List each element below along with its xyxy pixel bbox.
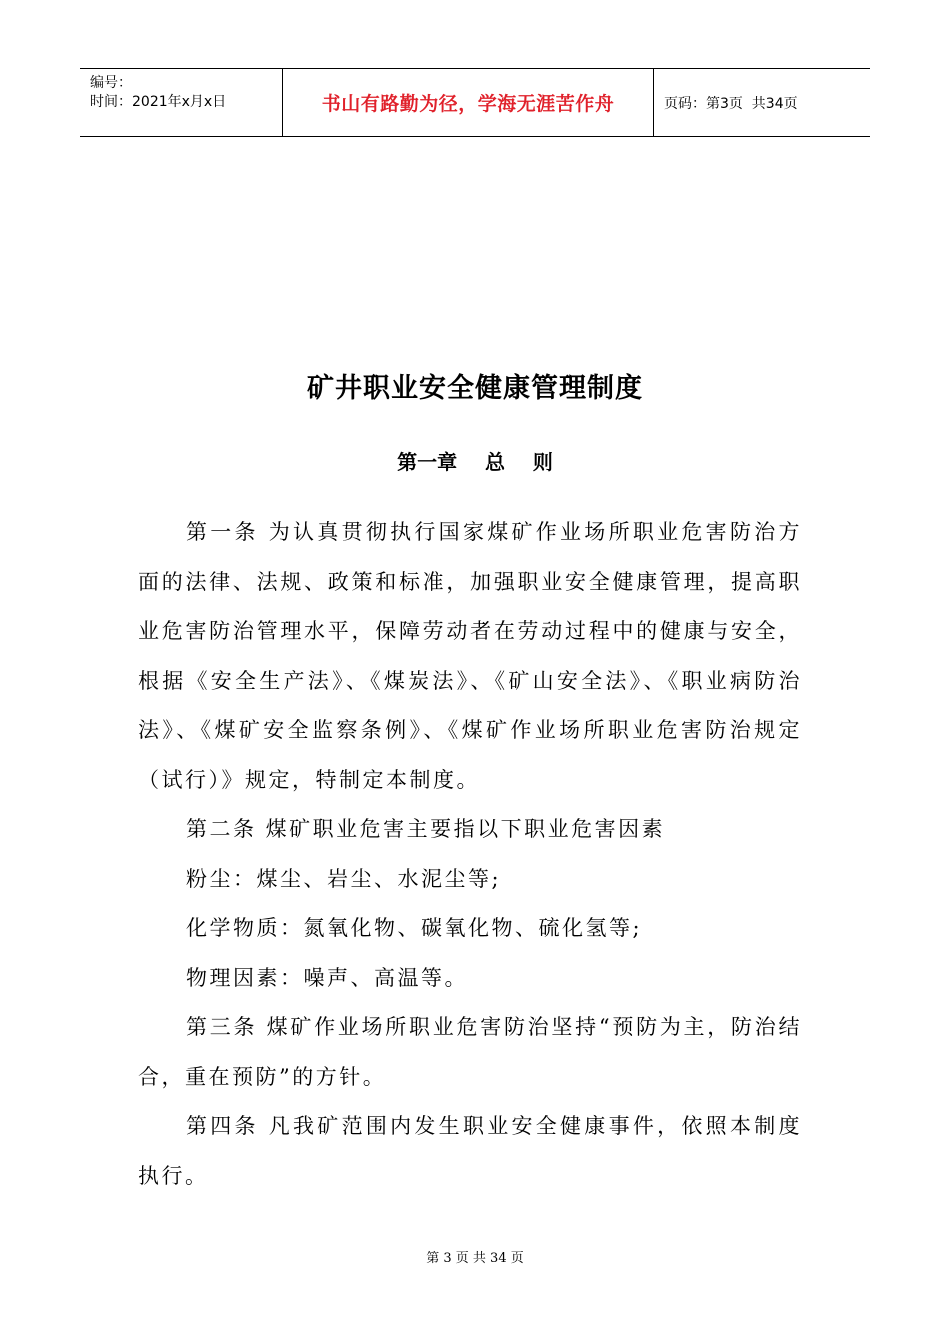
hazard-physical-item: 物理因素：噪声、高温等。 xyxy=(186,965,468,990)
page-header xyxy=(80,68,870,137)
header-page-info: 页码：第3页 共34页 xyxy=(664,95,798,112)
article-1-paragraph: 第一条 为认真贯彻执行国家煤矿作业场所职业危害防治方面的法律、法规、政策和标准，加强职业安全健康管理，提高职业危害防治管理水平，保障劳动者在劳动过程中的健康与安全，根据《安全生产法》、《煤炭法》、《矿山安全法》、《职业病防治法》、《煤矿安全监察条例》、《煤矿作业场所职业危害防治规定（试行）》规定，特制定本制度。 xyxy=(138,520,802,792)
page-footer: 第 3 页 共 34 页 xyxy=(426,1251,524,1266)
header-motto-cell xyxy=(282,69,654,136)
hazard-chemical-item: 化学物质：氮氧化物、碳氧化物、硫化氢等; xyxy=(186,916,643,940)
chapter-heading: 第一章 总 则 xyxy=(397,450,553,474)
header-page-info-cell xyxy=(654,69,870,136)
document-time-label: 时间：2021年x月x日 xyxy=(90,94,227,110)
article-2-paragraph: 第二条 煤矿职业危害主要指以下职业危害因素 xyxy=(186,817,666,841)
article-4-paragraph: 第四条 凡我矿范围内发生职业安全健康事件，依照本制度执行。 xyxy=(138,1114,802,1188)
document-body xyxy=(138,508,802,1201)
article-3-paragraph: 第三条 煤矿作业场所职业危害防治坚持“预防为主，防治结合，重在预防”的方针。 xyxy=(138,1015,802,1089)
header-meta xyxy=(80,69,282,136)
document-title: 矿井职业安全健康管理制度 xyxy=(307,373,643,404)
hazard-dust-item: 粉尘：煤尘、岩尘、水泥尘等; xyxy=(186,866,502,891)
document-number-label: 编号： xyxy=(90,75,132,91)
header-motto: 书山有路勤为径，学海无涯苦作舟 xyxy=(321,93,615,115)
